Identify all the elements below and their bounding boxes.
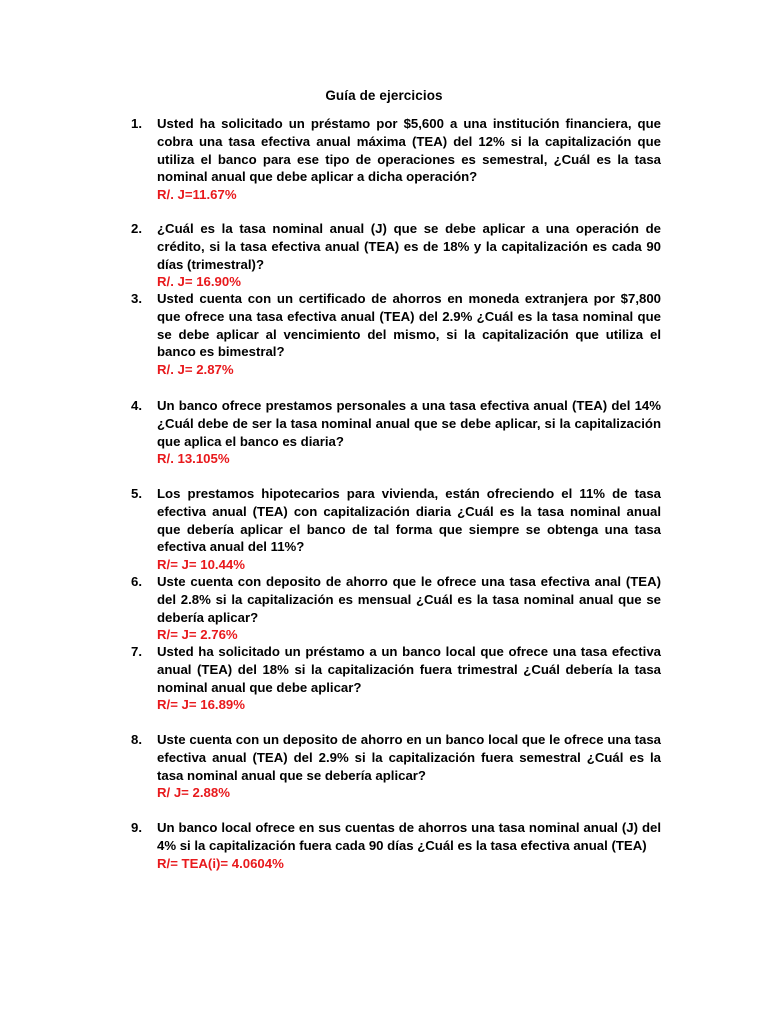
exercise-answer: R/. J= 2.87%: [157, 362, 234, 378]
exercise-number: 7.: [131, 644, 142, 659]
exercise-question: Los prestamos hipotecarios para vivienda, están ofreciendo el 11% de tasa efectiva anual (TEA) con capitalización diaria ¿Cuál es la tasa nominal anual que debería aplicar el banco de tal forma que siempre se obtenga una tasa efectiva anual del 11%?: [157, 486, 661, 555]
exercise-answer: R/. J= 16.90%: [157, 274, 241, 290]
exercise-question: Usted cuenta con un certificado de ahorros en moneda extranjera por $7,800 que ofrece una tasa efectiva anual (TEA) del 2.9% ¿Cuál es la tasa nominal que se debe aplicar al vencimiento del mismo, si la capitalización que utiliza el banco es bimestral?: [157, 291, 661, 360]
exercise-answer: R/ J= 2.88%: [157, 785, 230, 801]
exercise-number: 3.: [131, 291, 142, 306]
exercise-question: Uste cuenta con un deposito de ahorro en un banco local que le ofrece una tasa efectiva anual (TEA) del 2.9% si la capitalización fuera semestral ¿Cuál es la tasa nominal anual que se debería aplicar?: [157, 732, 661, 783]
exercise-number: 2.: [131, 221, 142, 236]
exercise-number: 6.: [131, 574, 142, 589]
exercise-item: [131, 485, 661, 574]
exercise-question: Usted ha solicitado un préstamo por $5,600 a una institución financiera, que cobra una tasa efectiva anual máxima (TEA) del 12% si la capitalización que utiliza el banco para ese tipo de operaciones es semestral, ¿Cuál es la tasa nominal anual que debe aplicar a dicha operación?: [157, 116, 661, 185]
exercise-question: ¿Cuál es la tasa nominal anual (J) que se debe aplicar a una operación de crédito, si la tasa efectiva anual (TEA) es de 18% y la capitalización es cada 90 días (trimestral)?: [157, 221, 661, 272]
exercise-answer: R/. J=11.67%: [157, 187, 237, 203]
exercise-item: [131, 643, 661, 714]
exercise-item: [131, 115, 661, 204]
document-title: Guía de ejercicios: [325, 88, 443, 103]
exercise-question: Un banco local ofrece en sus cuentas de ahorros una tasa nominal anual (J) del 4% si la capitalización fuera cada 90 días ¿Cuál es la tasa efectiva anual (TEA): [157, 820, 661, 853]
exercise-answer: R/= J= 16.89%: [157, 697, 245, 713]
exercise-question: Un banco ofrece prestamos personales a una tasa efectiva anual (TEA) del 14% ¿Cuál debe de ser la tasa nominal anual que se debe aplicar, si la capitalización que aplica el banco es diaria?: [157, 398, 661, 449]
exercise-number: 8.: [131, 732, 142, 747]
exercise-answer: R/= TEA(i)= 4.0604%: [157, 855, 284, 871]
exercise-item: [131, 819, 661, 872]
exercise-number: 5.: [131, 486, 142, 501]
exercise-number: 1.: [131, 116, 142, 131]
exercise-number: 9.: [131, 820, 142, 835]
exercise-item: [131, 290, 661, 379]
exercise-number: 4.: [131, 398, 142, 413]
exercise-item: [131, 573, 661, 644]
exercise-question: Uste cuenta con deposito de ahorro que le ofrece una tasa efectiva anal (TEA) del 2.8% si la capitalización es mensual ¿Cuál es la tasa nominal anual que se debería aplicar?: [157, 574, 661, 625]
exercise-item: [131, 397, 661, 468]
exercise-answer: R/. 13.105%: [157, 451, 230, 467]
exercise-answer: R/= J= 2.76%: [157, 627, 238, 643]
exercise-question: Usted ha solicitado un préstamo a un banco local que ofrece una tasa efectiva anual (TEA) del 18% si la capitalización fuera trimestral ¿Cuál debería la tasa nominal anual que debe aplicar?: [157, 644, 661, 695]
exercise-item: [131, 731, 661, 802]
exercise-item: [131, 220, 661, 291]
exercise-answer: R/= J= 10.44%: [157, 557, 245, 573]
